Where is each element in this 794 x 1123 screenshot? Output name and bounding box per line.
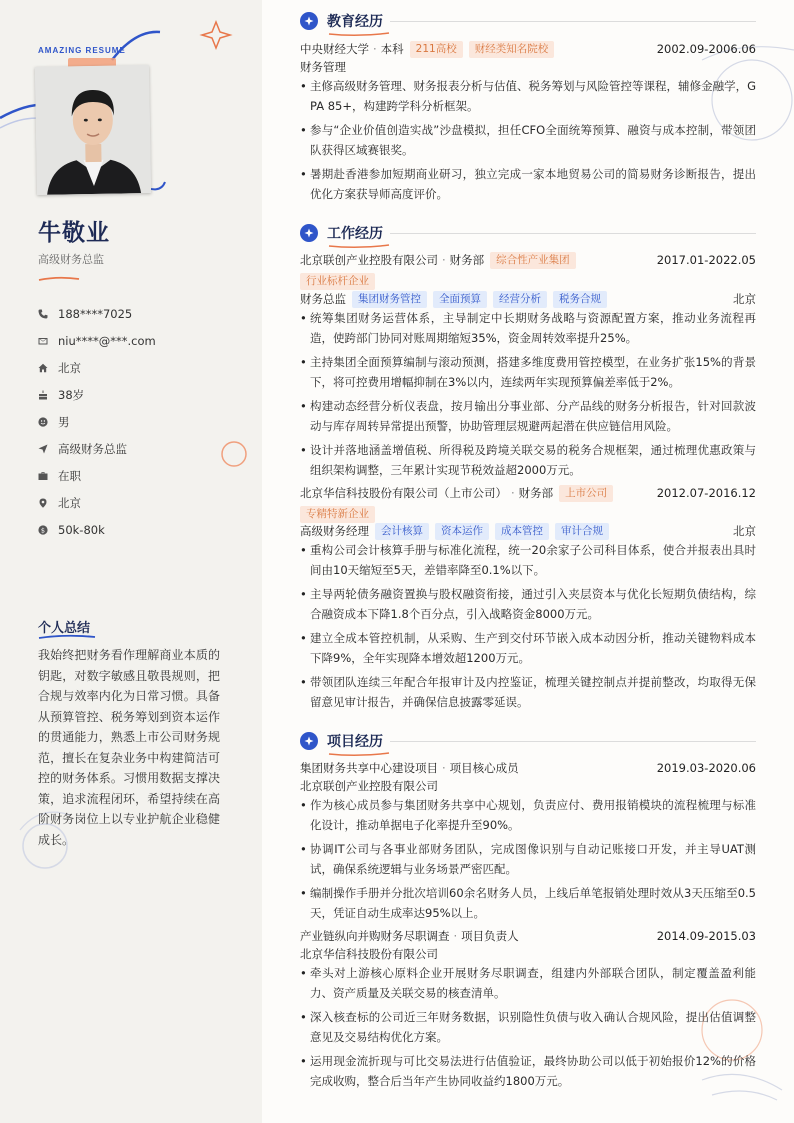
list-item: • 主持集团全面预算编制与滚动预测，搭建多维度费用管控模型，在业务扩张15%的背景下，将可控费用增幅抑制在3%以内，连续两年实现预算偏差率低于2%。 bbox=[300, 352, 756, 392]
summary-underline bbox=[38, 634, 96, 640]
svg-text:$: $ bbox=[40, 525, 46, 534]
projects-underline bbox=[328, 751, 390, 757]
job-city: 北京 bbox=[733, 524, 756, 538]
company-tag: 上市公司 bbox=[559, 485, 613, 502]
job-role-row bbox=[300, 522, 756, 540]
location-text: 北京 bbox=[58, 495, 81, 510]
school-tag: 财经类知名院校 bbox=[469, 41, 555, 58]
list-item: • 作为核心成员参与集团财务共享中心规划，负责应付、费用报销模块的流程梳理与标准化设计，推动单据电子化率提升至90%。 bbox=[300, 795, 756, 835]
cake-icon bbox=[38, 389, 58, 401]
company-tag: 综合性产业集团 bbox=[490, 252, 576, 269]
amazing-resume-label: AMAZING RESUME bbox=[38, 46, 126, 55]
company-name: 北京联创产业控股有限公司 bbox=[300, 253, 438, 267]
job-city: 北京 bbox=[733, 292, 756, 306]
phone-icon bbox=[38, 308, 58, 320]
sidebar bbox=[0, 0, 262, 1123]
school-name: 中央财经大学 bbox=[300, 42, 369, 56]
list-item: • 参与“企业价值创造实战”沙盘模拟，担任CFO全面统筹预算、融资与成本控制，带领团队获得区域赛银奖。 bbox=[300, 120, 756, 160]
project-bullets bbox=[300, 963, 756, 1095]
education-section-header bbox=[300, 10, 383, 32]
skill-tag: 成本管控 bbox=[495, 523, 549, 540]
send-icon bbox=[38, 443, 58, 455]
list-item: • 深入核查标的公司近三年财务数据，识别隐性负债与收入确认合规风险，提出估值调整意见及交易结构优化方案。 bbox=[300, 1007, 756, 1047]
education-header-row: 中央财经大学 · 本科 211高校 财经类知名院校 2002.09-2006.06 bbox=[300, 42, 756, 56]
skill-tag: 资本运作 bbox=[435, 523, 489, 540]
project-org: 北京华信科技股份有限公司 bbox=[300, 947, 438, 961]
contact-phone bbox=[38, 300, 156, 327]
company-name: 北京华信科技股份有限公司（上市公司） bbox=[300, 486, 507, 500]
list-item: • 协调IT公司与各事业部财务团队，完成图像识别与自动记账接口开发，并主导UAT测试，确保系统逻辑与业务场景严密匹配。 bbox=[300, 839, 756, 879]
company-tag: 专精特新企业 bbox=[300, 506, 375, 523]
job-tag-row bbox=[300, 272, 756, 290]
degree: 本科 bbox=[380, 42, 404, 56]
job-role: 财务总监 bbox=[300, 292, 346, 306]
photo-frame bbox=[36, 66, 150, 194]
home-icon bbox=[38, 362, 58, 374]
candidate-title: 高级财务总监 bbox=[38, 253, 104, 266]
briefcase-icon bbox=[38, 470, 58, 482]
job-header-row: 北京华信科技股份有限公司（上市公司） · 财务部 上市公司 2012.07-2016.12 bbox=[300, 486, 756, 500]
location-icon bbox=[38, 497, 58, 509]
skill-tag: 经营分析 bbox=[493, 291, 547, 308]
job-role-row bbox=[300, 290, 756, 308]
education-underline bbox=[328, 31, 390, 37]
list-item: • 重构公司会计核算手册与标准化流程，统一20余家子公司科目体系，使合并报表出具时间由10天缩短至5天，差错率降至0.1%以下。 bbox=[300, 540, 756, 580]
person-icon bbox=[38, 416, 58, 428]
list-item: • 统筹集团财务运营体系，主导制定中长期财务战略与资源配置方案，推动业务流程再造，使跨部门协同对账周期缩短35%，资金周转效率提升25%。 bbox=[300, 308, 756, 348]
email-text: niu****@***.com bbox=[58, 333, 156, 348]
work-divider bbox=[390, 233, 756, 234]
project-org: 北京联创产业控股有限公司 bbox=[300, 779, 438, 793]
mail-icon bbox=[38, 335, 58, 347]
education-divider bbox=[390, 21, 756, 22]
section-star-icon bbox=[300, 224, 318, 242]
list-item: • 暑期赴香港参加短期商业研习，独立完成一家本地贸易公司的简易财务诊断报告，提出优化方案获导师高度评价。 bbox=[300, 164, 756, 204]
work-underline bbox=[328, 243, 390, 249]
section-star-icon bbox=[300, 12, 318, 30]
project-name: 集团财务共享中心建设项目 bbox=[300, 761, 438, 775]
education-date: 2002.09-2006.06 bbox=[656, 42, 756, 56]
contact-home bbox=[38, 354, 156, 381]
gender-text: 男 bbox=[58, 414, 70, 429]
skill-tag: 审计合规 bbox=[555, 523, 609, 540]
status-text: 在职 bbox=[58, 468, 81, 483]
list-item: • 牵头对上游核心原料企业开展财务尽职调查，组建内外部联合团队，制定覆盖盈利能力、资产质量及关联交易的核查清单。 bbox=[300, 963, 756, 1003]
list-item: • 建立全成本管控机制，从采购、生产到交付环节嵌入成本动因分析，推动关键物料成本下降9%，全年实现降本增效超1200万元。 bbox=[300, 628, 756, 668]
projects-title: 项目经历 bbox=[327, 734, 383, 750]
skill-tag: 全面预算 bbox=[433, 291, 487, 308]
project-role: 项目核心成员 bbox=[449, 761, 519, 775]
projects-section-header bbox=[300, 730, 383, 752]
avatar bbox=[35, 65, 151, 195]
skill-tag: 集团财务管控 bbox=[352, 291, 427, 308]
job-date: 2012.07-2016.12 bbox=[656, 486, 756, 500]
job-role: 高级财务经理 bbox=[300, 524, 369, 538]
list-item: • 主修高级财务管理、财务报表分析与估值、税务筹划与风险管控等课程，辅修金融学，GPA 85+，构建跨学科分析框架。 bbox=[300, 76, 756, 116]
main-content bbox=[262, 0, 794, 1123]
contact-target-role bbox=[38, 435, 156, 462]
job-bullets bbox=[300, 308, 756, 484]
list-item: • 运用现金流折现与可比交易法进行估值验证，最终协助公司以低于初始报价12%的价格完成收购，整合后当年产生协同收益约1800万元。 bbox=[300, 1051, 756, 1091]
list-item: • 构建动态经营分析仪表盘，按月输出分事业部、分产品线的财务分析报告，针对回款波动与库存周转异常提出预警，协助管理层规避两起潜在供应链信用风险。 bbox=[300, 396, 756, 436]
work-section-header bbox=[300, 222, 383, 244]
project-bullets bbox=[300, 795, 756, 927]
hometown-text: 北京 bbox=[58, 360, 81, 375]
job-tag-row bbox=[300, 505, 756, 523]
company-tag: 行业标杆企业 bbox=[300, 273, 375, 290]
list-item: • 主导两轮债务融资置换与股权融资衔接，通过引入夹层资本与优化长短期负债结构，综合融资成本下降1.8个百分点，引入战略资金8000万元。 bbox=[300, 584, 756, 624]
job-header-row: 北京联创产业控股有限公司 · 财务部 综合性产业集团 2017.01-2022.05 bbox=[300, 253, 756, 267]
name-underline bbox=[38, 276, 80, 282]
skill-tag: 税务合规 bbox=[553, 291, 607, 308]
contact-location bbox=[38, 489, 156, 516]
contact-list bbox=[38, 300, 156, 543]
contact-gender bbox=[38, 408, 156, 435]
contact-salary bbox=[38, 516, 156, 543]
summary-heading: 个人总结 bbox=[38, 621, 91, 636]
education-bullets bbox=[300, 76, 756, 208]
project-date: 2019.03-2020.06 bbox=[656, 761, 756, 775]
work-title: 工作经历 bbox=[327, 226, 383, 242]
section-star-icon bbox=[300, 732, 318, 750]
phone-text: 188****7025 bbox=[58, 306, 133, 321]
project-role: 项目负责人 bbox=[461, 929, 519, 943]
contact-email bbox=[38, 327, 156, 354]
contact-age bbox=[38, 381, 156, 408]
department: 财务部 bbox=[449, 253, 485, 267]
target-role-text: 高级财务总监 bbox=[58, 441, 127, 456]
project-date: 2014.09-2015.03 bbox=[656, 929, 756, 943]
money-icon bbox=[38, 524, 58, 536]
department: 财务部 bbox=[518, 486, 554, 500]
list-item: • 编制操作手册并分批次培训60余名财务人员，上线后单笔报销处理时效从3天压缩至0.5天，凭证自动生成率达95%以上。 bbox=[300, 883, 756, 923]
school-tag: 211高校 bbox=[410, 41, 463, 58]
major: 财务管理 bbox=[300, 60, 346, 74]
candidate-name: 牛敬业 bbox=[38, 220, 110, 246]
contact-status bbox=[38, 462, 156, 489]
summary-text: 我始终把财务看作理解商业本质的钥匙，对数字敏感且敬畏规则，把合规与效率内化为日常习惯。具备从预算管控、税务筹划到资本运作的贯通能力，熟悉上市公司财务规范，擅长在复杂业务中构建简洁可控的财务体系。习惯用数据支撑决策，追求流程闭环，希望持续在高阶财务岗位上以专业护航企业稳健成长。 bbox=[38, 648, 220, 847]
age-text: 38岁 bbox=[58, 387, 85, 402]
salary-text: 50k-80k bbox=[58, 522, 105, 537]
list-item: • 带领团队连续三年配合年报审计及内控鉴证，梳理关键控制点并提前整改，均取得无保留意见审计报告，并确保信息披露零延误。 bbox=[300, 672, 756, 712]
education-title: 教育经历 bbox=[327, 14, 383, 30]
project-name: 产业链纵向并购财务尽职调查 bbox=[300, 929, 450, 943]
project-header-row: 集团财务共享中心建设项目 · 项目核心成员 2019.03-2020.06 bbox=[300, 761, 756, 775]
list-item: • 设计并落地涵盖增值税、所得税及跨境关联交易的税务合规框架，通过梳理优惠政策与组织架构调整，三年累计实现节税效益超2000万元。 bbox=[300, 440, 756, 480]
projects-divider bbox=[390, 741, 756, 742]
project-header-row: 产业链纵向并购财务尽职调查 · 项目负责人 2014.09-2015.03 bbox=[300, 929, 756, 943]
job-bullets bbox=[300, 540, 756, 716]
skill-tag: 会计核算 bbox=[375, 523, 429, 540]
job-date: 2017.01-2022.05 bbox=[656, 253, 756, 267]
